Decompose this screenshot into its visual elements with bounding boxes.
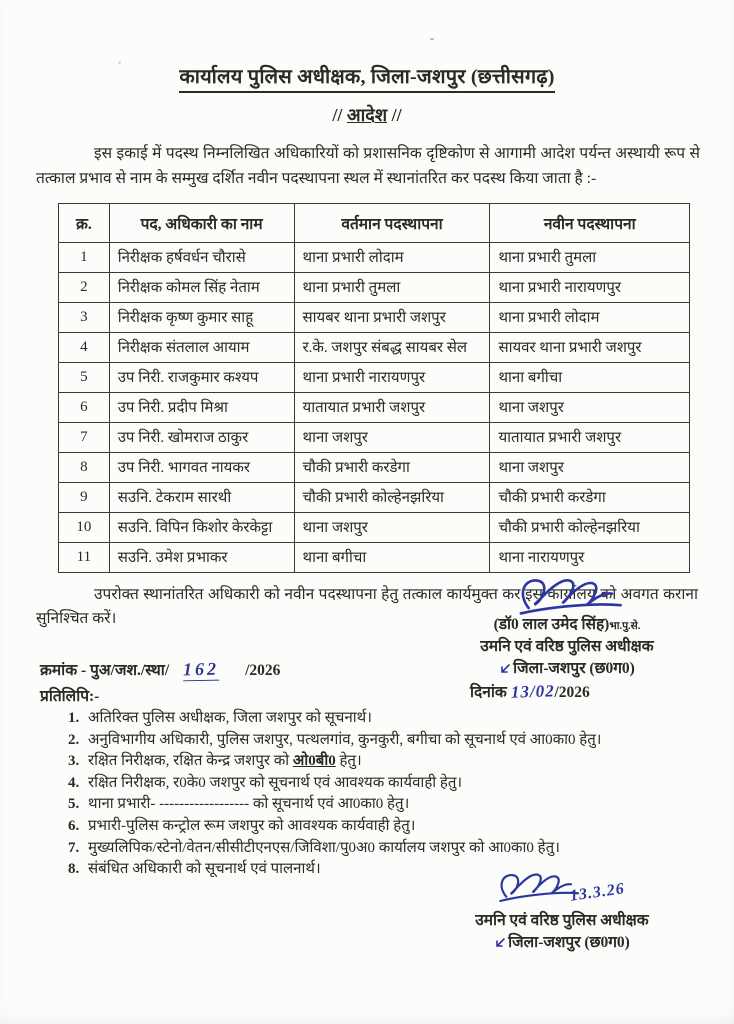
copy-item-text: अतिरिक्त पुलिस अधीक्षक, जिला जशपुर को सूचनार्थ।	[88, 710, 372, 726]
date-label: दिनांक	[470, 684, 507, 701]
cell-new-posting: थाना नारायणपुर	[490, 543, 690, 573]
table-row	[59, 483, 690, 513]
cell-current-posting: थाना बगीचा	[294, 543, 490, 573]
table-header-row	[59, 204, 690, 243]
transfer-table-body	[59, 243, 690, 573]
cell-sn: 9	[59, 483, 110, 513]
order-heading	[0, 103, 734, 127]
signature-row	[442, 866, 682, 910]
cell-current-posting: थाना जशपुर	[294, 423, 490, 453]
copy-item	[68, 794, 688, 816]
signatory-designation: उमनि एवं वरिष्ठ पुलिस अधीक्षक	[480, 638, 654, 655]
copy-item	[68, 751, 688, 773]
cell-officer: सउनि. उमेश प्रभाकर	[109, 543, 294, 573]
col-header-sn: क्र.	[59, 204, 110, 243]
copy-item-text: मुख्यलिपिक/स्टेनो/वेतन/सीसीटीएनएस/जिविशा/पु0अ0 कार्यालय जशपुर को आ0का0 हेतु।	[88, 839, 560, 856]
copy-item-text: संबंधित अधिकारी को सूचनार्थ एवं पालनार्थ।	[88, 861, 321, 878]
copy-item	[68, 773, 688, 795]
reference-number-line	[40, 658, 280, 681]
cell-new-posting: यातायात प्रभारी जशपुर	[490, 423, 690, 453]
signature-block-top	[442, 572, 692, 705]
cell-officer: सउनि. टेकराम सारथी	[109, 483, 294, 513]
cell-officer: निरीक्षक संतलाल आयाम	[109, 333, 294, 363]
cell-officer: उप निरी. प्रदीप मिश्रा	[109, 393, 294, 423]
copy-item-text: अनुविभागीय अधिकारी, पुलिस जशपुर, पत्थलगांव, कुनकुरी, बगीचा को सूचनार्थ एवं आ0का0 हेतु।	[88, 731, 602, 748]
table-row	[59, 543, 690, 573]
cell-officer: निरीक्षक कोमल सिंह नेताम	[109, 273, 294, 303]
copy-item	[68, 816, 688, 838]
transfer-table-head	[59, 204, 690, 243]
closing-paragraph: उपरोक्त स्थानांतरित अधिकारी को नवीन पदस्थापना हेतु तत्काल कार्यमुक्त कर इस कार्यालय को अवगत कराना सुनिश्चित करें।	[36, 586, 698, 628]
cell-sn: 8	[59, 453, 110, 483]
copies-label: प्रतिलिपि:-	[40, 688, 100, 705]
signatory-district: जिला-जशपुर (छ0ग0)	[442, 658, 692, 680]
signatory-district: जिला-जशपुर (छ0ग0)	[442, 932, 682, 954]
order-date-line	[442, 680, 692, 705]
copy-item	[68, 730, 688, 752]
copy-item	[68, 708, 688, 730]
copy-item-number: 2.	[68, 731, 80, 748]
cell-new-posting: थाना बगीचा	[490, 363, 690, 393]
cell-officer: उप निरी. भागवत नायकर	[109, 453, 294, 483]
reference-label: क्रमांक - पुअ/जश./स्था/	[40, 662, 170, 679]
cell-current-posting: थाना प्रभारी नारायणपुर	[294, 363, 490, 393]
copy-item-number: 3.	[68, 753, 80, 770]
date-year: /2026	[554, 684, 590, 701]
copy-item-text: थाना प्रभारी- ------------------ को सूचनार्थ एवं आ0का0 हेतु।	[88, 796, 410, 813]
pen-arrow-icon	[499, 663, 511, 675]
cell-sn: 4	[59, 333, 110, 363]
cell-sn: 3	[59, 303, 110, 333]
scan-speck	[430, 38, 434, 40]
cell-current-posting: यातायात प्रभारी जशपुर	[294, 393, 490, 423]
copy-item-number: 8.	[68, 861, 80, 878]
cell-officer: उप निरी. राजकुमार कश्यप	[109, 363, 294, 393]
dispatch-date-handwritten: 13.3.26	[568, 880, 626, 905]
copy-item-text: रक्षित निरीक्षक, रक्षित केन्द्र जशपुर को	[88, 753, 293, 770]
cell-current-posting: र.के. जशपुर संबद्ध सायबर सेल	[294, 333, 490, 363]
cell-sn: 1	[59, 243, 110, 273]
pen-arrow-icon	[494, 937, 506, 949]
scan-speck	[118, 61, 121, 64]
signatory-designation: उमनि एवं वरिष्ठ पुलिस अधीक्षक	[475, 912, 649, 929]
intro-paragraph: इस इकाई में पदस्थ निम्नलिखित अधिकारियों को प्रशासनिक दृष्टिकोण से आगामी आदेश पर्यन्त अस्थायी रूप से तत्काल प्रभाव से नाम के सम्मुख दर्शित नवीन पदस्थापना स्थल में स्थानांतरित कर पदस्थ किया जाता है :-	[36, 145, 700, 188]
cell-officer: निरीक्षक हर्षवर्धन चौरासे	[109, 243, 294, 273]
copy-item-text: प्रभारी-पुलिस कन्ट्रोल रूम जशपुर को आवश्यक कार्यवाही हेतु।	[88, 817, 416, 834]
cell-sn: 10	[59, 513, 110, 543]
cell-sn: 2	[59, 273, 110, 303]
cell-officer: निरीक्षक कृष्ण कुमार साहू	[109, 303, 294, 333]
cell-new-posting: सायवर थाना प्रभारी जशपुर	[490, 333, 690, 363]
copy-item-text: ओ0बी0	[292, 753, 336, 770]
reference-number-handwritten: 162	[182, 658, 220, 680]
copies-list	[68, 708, 688, 881]
copy-item-number: 5.	[68, 796, 80, 813]
col-header-officer: पद, अधिकारी का नाम	[109, 204, 294, 243]
cell-sn: 5	[59, 363, 110, 393]
cell-sn: 7	[59, 423, 110, 453]
table-row	[59, 363, 690, 393]
signatory-service: भा.पु.से.	[609, 621, 641, 632]
office-title: कार्यालय पुलिस अधीक्षक, जिला-जशपुर (छत्तीसगढ़)	[179, 62, 554, 93]
order-heading-post: //	[387, 105, 402, 125]
cell-current-posting: सायबर थाना प्रभारी जशपुर	[294, 303, 490, 333]
cell-new-posting: चौकी प्रभारी कोल्हेनझरिया	[490, 513, 690, 543]
col-header-new-posting: नवीन पदस्थापना	[490, 204, 690, 243]
table-row	[59, 243, 690, 273]
cell-new-posting: थाना जशपुर	[490, 393, 690, 423]
cell-new-posting: थाना जशपुर	[490, 453, 690, 483]
table-row	[59, 423, 690, 453]
order-heading-word: आदेश	[346, 105, 388, 125]
cell-sn: 11	[59, 543, 110, 573]
table-row	[59, 453, 690, 483]
cell-current-posting: थाना प्रभारी लोदाम	[294, 243, 490, 273]
table-row	[59, 513, 690, 543]
copy-item-text: रक्षित निरीक्षक, र0के0 जशपुर को सूचनार्थ एवं आवश्यक कार्यवाही हेतु।	[88, 774, 463, 791]
table-row	[59, 303, 690, 333]
col-header-current-posting: वर्तमान पदस्थापना	[294, 204, 490, 243]
table-row	[59, 273, 690, 303]
copy-item-number: 1.	[68, 710, 80, 726]
copy-item-text: हेतु।	[335, 753, 362, 770]
date-handwritten: 13/02	[510, 681, 555, 702]
cell-sn: 6	[59, 393, 110, 423]
copy-item	[68, 838, 688, 860]
cell-current-posting: थाना जशपुर	[294, 513, 490, 543]
signature-scribble-icon	[507, 569, 627, 621]
document-header	[0, 0, 734, 127]
signatory-name: (डॉ0 लाल उमेद सिंह)भा.पु.से.	[493, 616, 641, 633]
cell-new-posting: थाना प्रभारी तुमला	[490, 243, 690, 273]
cell-new-posting: चौकी प्रभारी करडेगा	[490, 483, 690, 513]
cell-new-posting: थाना प्रभारी नारायणपुर	[490, 273, 690, 303]
cell-current-posting: थाना प्रभारी तुमला	[294, 273, 490, 303]
order-heading-pre: //	[332, 105, 347, 125]
copy-item-number: 6.	[68, 817, 80, 834]
cell-current-posting: चौकी प्रभारी करडेगा	[294, 453, 490, 483]
table-row	[59, 333, 690, 363]
cell-current-posting: चौकी प्रभारी कोल्हेनझरिया	[294, 483, 490, 513]
cell-officer: उप निरी. खोमराज ठाकुर	[109, 423, 294, 453]
transfer-table	[58, 203, 690, 573]
signature-block-bottom	[442, 866, 682, 954]
reference-year: /2026	[245, 662, 281, 679]
copy-item-number: 4.	[68, 774, 80, 791]
table-row	[59, 393, 690, 423]
cell-officer: सउनि. विपिन किशोर केरकेट्टा	[109, 513, 294, 543]
cell-new-posting: थाना प्रभारी लोदाम	[490, 303, 690, 333]
copy-item-number: 7.	[68, 839, 80, 856]
